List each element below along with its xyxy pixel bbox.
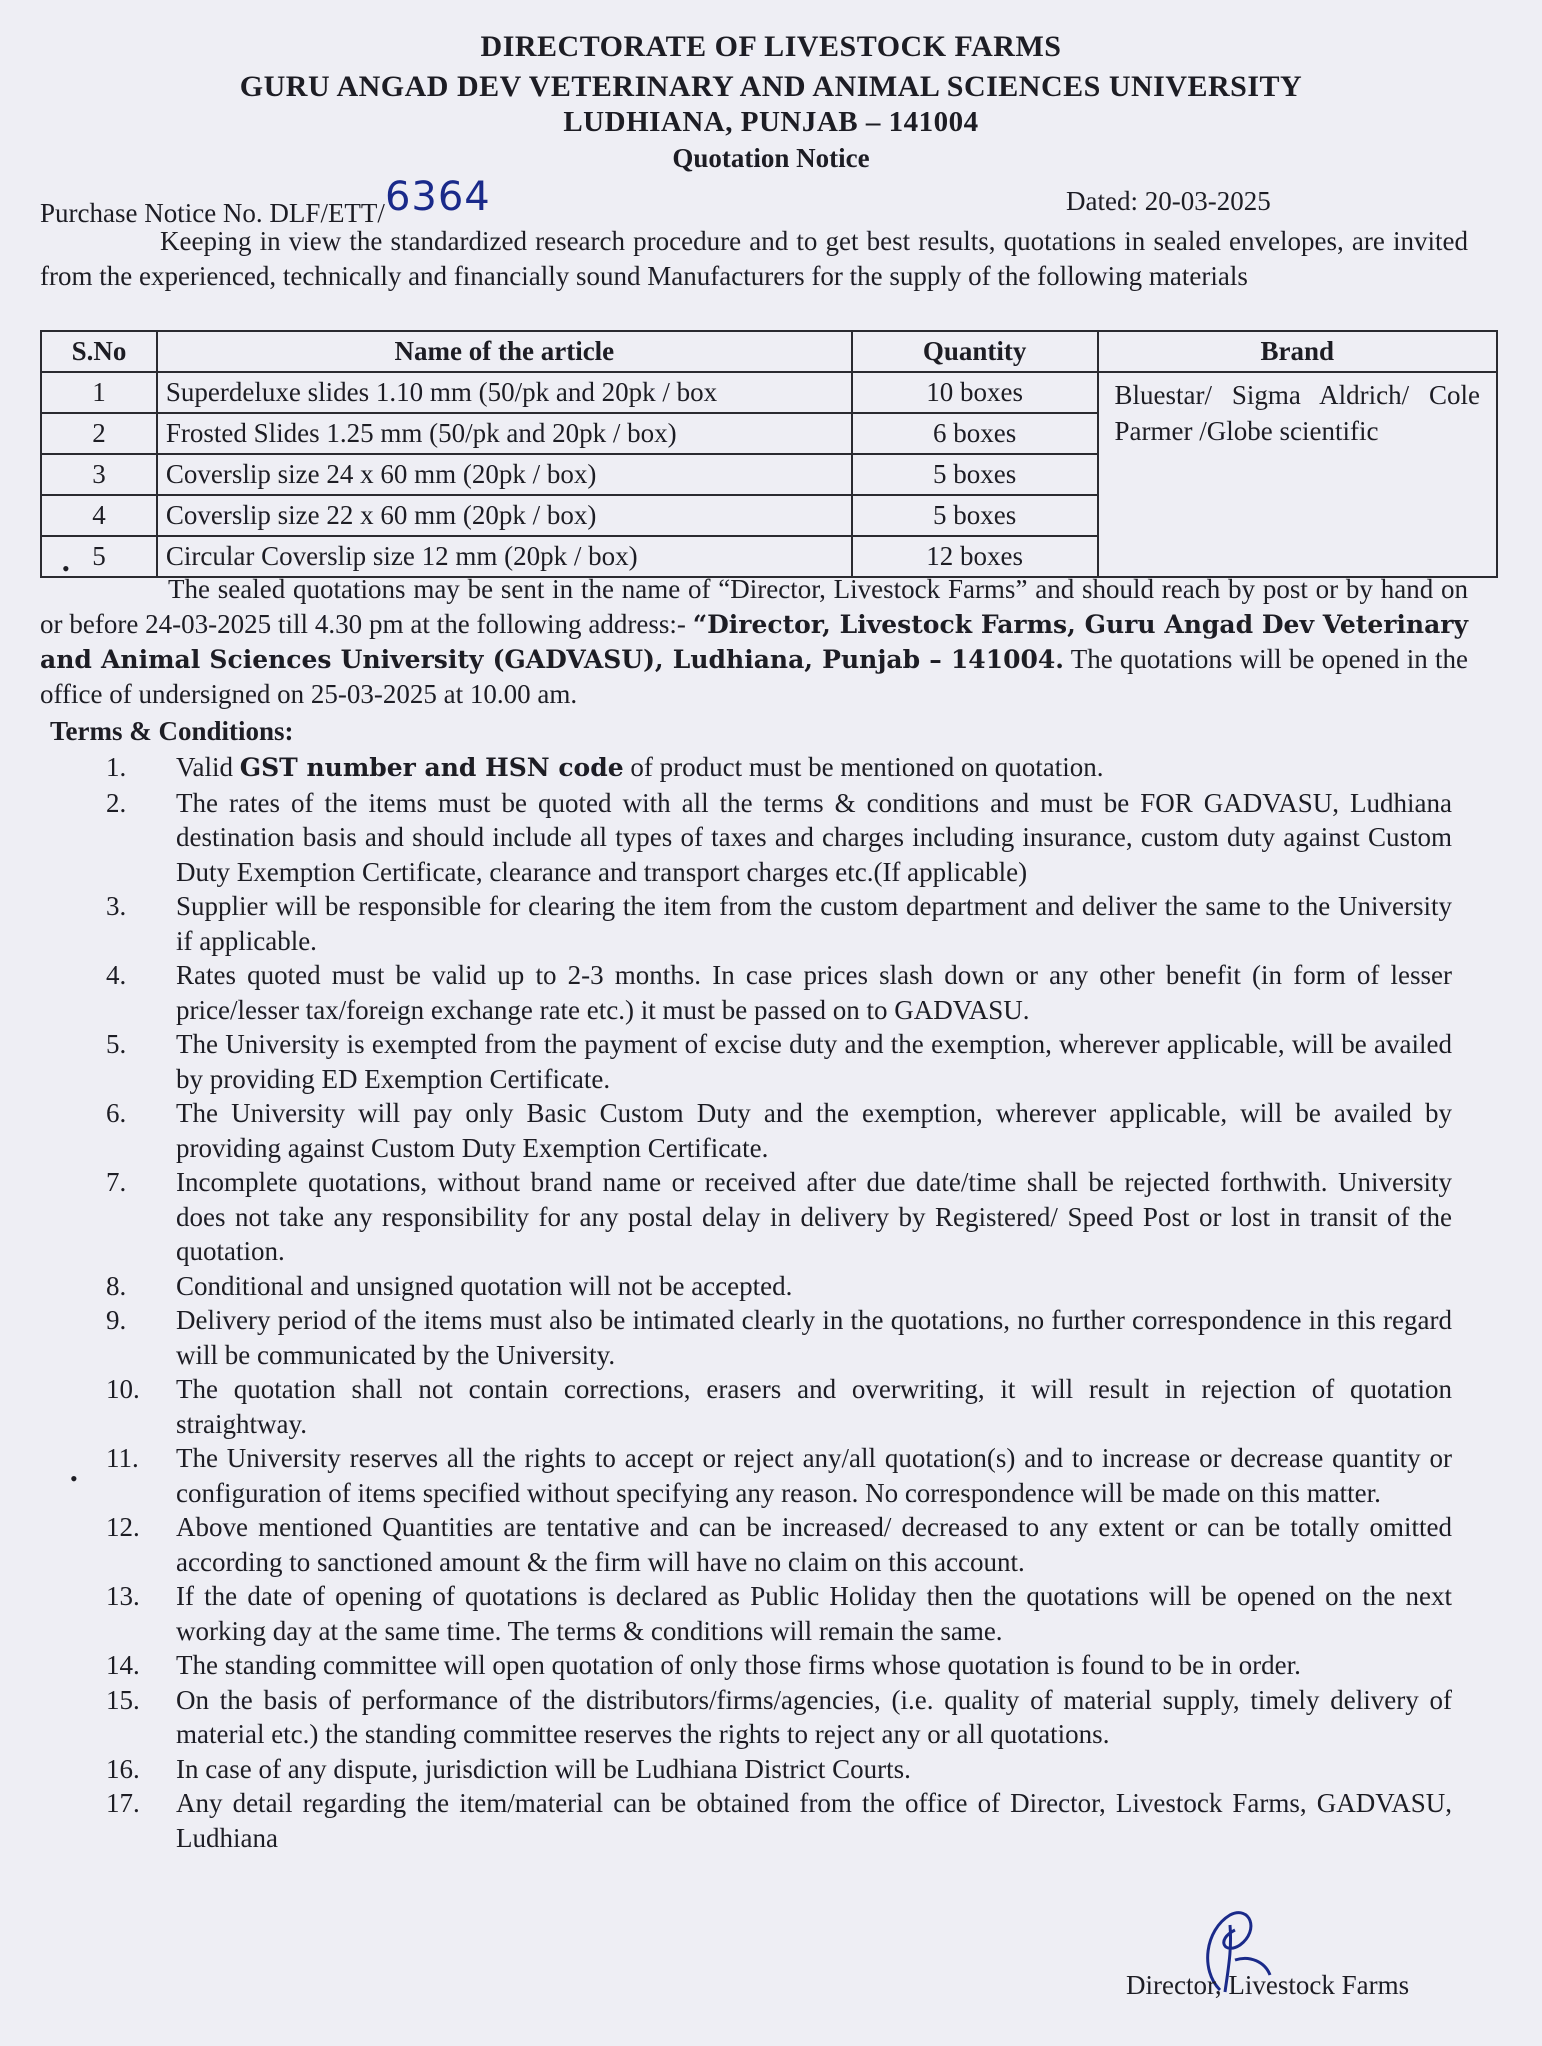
terms-item-number: 16. <box>106 1753 140 1784</box>
terms-item-number: 11. <box>106 1443 139 1473</box>
row-sno: 2 <box>41 413 157 454</box>
terms-item <box>0 958 1452 1027</box>
terms-item-text: The standing committee will open quotation of only those firms whose quotation is found to be in order. <box>176 1650 1301 1680</box>
terms-heading: Terms & Conditions: <box>50 716 294 746</box>
terms-list <box>0 750 1452 1855</box>
notice-title: Quotation Notice <box>672 143 870 173</box>
row-article: Circular Coverslip size 12 mm (20pk / box) <box>157 536 852 577</box>
terms-item-text: Conditional and unsigned quotation will not be accepted. <box>176 1270 793 1301</box>
terms-item-text: The University reserves all the rights to accept or reject any/all quotation(s) and to increase or decrease quantity or configuration of items specified without specifying any reason. No correspondence will be made on this matter. <box>176 1443 1452 1508</box>
notice-number-prefix: Purchase Notice No. DLF/ETT/ <box>40 198 385 228</box>
brand-cell: Bluestar/ Sigma Aldrich/ Cole Parmer /Globe scientific <box>1098 372 1497 577</box>
col-quantity-header: Quantity <box>852 331 1098 372</box>
terms-item <box>0 786 1452 890</box>
terms-item-number: 5. <box>106 1029 127 1059</box>
row-quantity: 10 boxes <box>852 372 1098 413</box>
row-sno: 1 <box>41 372 157 413</box>
terms-item-text: The University is exempted from the payment of excise duty and the exemption, wherever applicable, will be availed by providing ED Exemption Certificate. <box>176 1029 1452 1094</box>
terms-item-text: Rates quoted must be valid up to 2-3 months. In case prices slash down or any other benefit (in form of lesser price/lesser tax/foreign exchange rate etc.) it must be passed on to GADVASU. <box>176 960 1452 1025</box>
notice-date: Dated: 20-03-2025 <box>1066 186 1271 216</box>
speck-mark: • <box>70 1466 78 1491</box>
terms-item-number: 10. <box>106 1374 140 1404</box>
terms-item <box>0 1372 1452 1441</box>
row-quantity: 12 boxes <box>852 536 1098 577</box>
terms-item <box>0 750 1452 786</box>
submission-text-2: The quotations will be opened in the office of undersigned on 25-03-2025 at 10.00 am. <box>40 644 1468 709</box>
terms-item <box>0 1648 1452 1683</box>
table-header-row <box>41 331 1497 372</box>
row-sno: 3 <box>41 454 157 495</box>
signatory-designation: Director, Livestock Farms <box>1126 1970 1410 2000</box>
terms-item-text: If the date of opening of quotations is declared as Public Holiday then the quotations will be opened on the next working day at the same time. The terms & conditions will remain the same. <box>176 1581 1452 1646</box>
terms-item <box>0 1303 1452 1372</box>
terms-item-text: of product must be mentioned on quotation. <box>623 752 1104 782</box>
terms-item <box>0 1027 1452 1096</box>
speck-mark: • <box>62 556 70 581</box>
terms-item <box>0 1441 1452 1510</box>
terms-item <box>0 1683 1452 1752</box>
row-sno: 5 <box>41 536 157 577</box>
terms-item <box>0 1510 1452 1579</box>
terms-item-text: Incomplete quotations, without brand name or received after due date/time shall be rejected forthwith. University does not take any responsibility for any postal delay in delivery by Registered/ Speed Post or lost in transit of the quotation. <box>176 1167 1452 1266</box>
terms-item-text: In case of any dispute, jurisdiction will be Ludhiana District Courts. <box>176 1753 911 1784</box>
row-quantity: 6 boxes <box>852 413 1098 454</box>
terms-item-number: 13. <box>106 1581 140 1611</box>
table-row <box>41 372 1497 413</box>
university-title: GURU ANGAD DEV VETERINARY AND ANIMAL SCIENCES UNIVERSITY <box>239 70 1303 103</box>
terms-item-number: 14. <box>106 1650 140 1680</box>
terms-item-text: The University will pay only Basic Custom Duty and the exemption, wherever applicable, will be availed by providing against Custom Duty Exemption Certificate. <box>176 1098 1452 1163</box>
terms-item <box>0 1096 1452 1165</box>
intro-paragraph <box>40 224 1468 294</box>
materials-table <box>40 330 1498 578</box>
terms-item-emphasis: GST number and HSN code <box>239 753 624 782</box>
terms-item-number: 4. <box>106 960 127 990</box>
col-article-header: Name of the article <box>157 331 852 372</box>
terms-item-number: 6. <box>106 1098 127 1128</box>
row-article: Coverslip size 24 x 60 mm (20pk / box) <box>157 454 852 495</box>
row-article: Frosted Slides 1.25 mm (50/pk and 20pk / box) <box>157 413 852 454</box>
terms-item-number: 15. <box>106 1684 140 1715</box>
terms-item-number: 1. <box>106 752 127 782</box>
row-quantity: 5 boxes <box>852 454 1098 495</box>
terms-item <box>0 1165 1452 1269</box>
row-article: Superdeluxe slides 1.10 mm (50/pk and 20pk / box <box>157 372 852 413</box>
terms-item-text: Delivery period of the items must also be intimated clearly in the quotations, no further correspondence in this regard will be communicated by the University. <box>176 1305 1452 1370</box>
terms-item-text: Above mentioned Quantities are tentative and can be increased/ decreased to any extent or can be totally omitted according to sanctioned amount & the firm will have no claim on this account. <box>176 1512 1452 1577</box>
terms-item-text: Supplier will be responsible for clearing the item from the custom department and deliver the same to the University if applicable. <box>176 891 1452 956</box>
submission-text-1: The sealed quotations may be sent in the name of “Director, Livestock Farms” and should reach by post or by hand on or before 24-03-2025 till 4.30 pm at the following address:- <box>40 574 1468 639</box>
terms-item <box>0 889 1452 958</box>
terms-item-number: 17. <box>106 1788 140 1818</box>
address-line: LUDHIANA, PUNJAB – 141004 <box>563 106 979 138</box>
terms-item-number: 2. <box>106 787 127 818</box>
terms-item <box>0 1269 1452 1304</box>
col-sno-header: S.No <box>41 331 157 372</box>
intro-text: Keeping in view the standardized research procedure and to get best results, quotations in sealed envelopes, are invited from the experienced, technically and financially sound Manufacturers for the supply of the following materials <box>40 226 1468 291</box>
terms-item-text: The rates of the items must be quoted with all the terms & conditions and must be FOR GADVASU, Ludhiana destination basis and should include all types of taxes and charges including insurance, custom duty against Custom Duty Exemption Certificate, clearance and transport charges etc.(If applicable) <box>176 787 1452 887</box>
row-quantity: 5 boxes <box>852 495 1098 536</box>
notice-number-row <box>40 174 1502 228</box>
submission-paragraph <box>40 572 1468 712</box>
directorate-title: DIRECTORATE OF LIVESTOCK FARMS <box>480 30 1062 63</box>
terms-item-number: 12. <box>106 1512 140 1542</box>
submission-address: “Director, Livestock Farms, Guru Angad Dev Veterinary and Animal Sciences University (GADVASU), Ludhiana, Punjab – 141004. <box>40 610 1468 674</box>
terms-item-number: 7. <box>106 1167 127 1197</box>
row-article: Coverslip size 22 x 60 mm (20pk / box) <box>157 495 852 536</box>
terms-item-prefix: Valid <box>176 752 240 782</box>
terms-item-number: 9. <box>106 1305 127 1335</box>
terms-item-text: The quotation shall not contain corrections, erasers and overwriting, it will result in rejection of quotation straightway. <box>176 1374 1452 1439</box>
terms-item-number: 3. <box>106 891 127 921</box>
row-sno: 4 <box>41 495 157 536</box>
terms-item <box>0 1752 1452 1787</box>
terms-item-text: Any detail regarding the item/material can be obtained from the office of Director, Livestock Farms, GADVASU, Ludhiana <box>176 1788 1452 1853</box>
col-brand-header: Brand <box>1098 331 1497 372</box>
terms-item <box>0 1579 1452 1648</box>
terms-item-text: On the basis of performance of the distributors/firms/agencies, (i.e. quality of material supply, timely delivery of material etc.) the standing committee reserves the rights to reject any or all quotations. <box>176 1684 1452 1749</box>
terms-item <box>0 1786 1452 1855</box>
terms-item-number: 8. <box>106 1270 127 1301</box>
handwritten-number: 6364 <box>384 174 491 220</box>
